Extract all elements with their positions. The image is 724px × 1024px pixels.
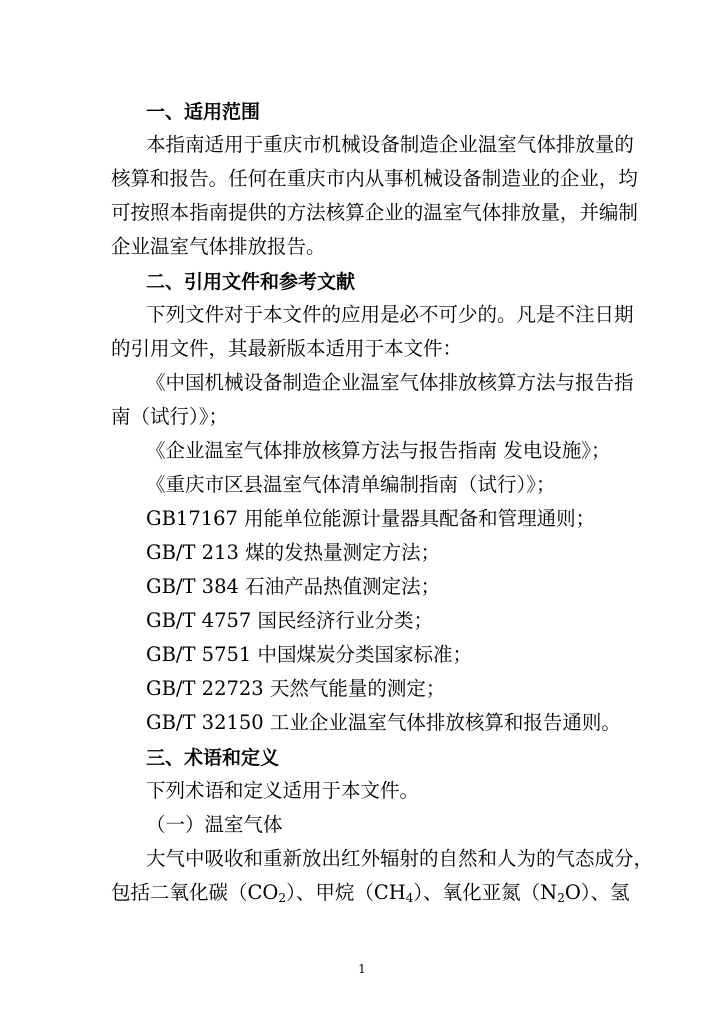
glyph: 排 [501,201,521,224]
glyph: 量 [540,201,560,224]
glyph: 用 [224,133,244,156]
glyph: 重 [286,167,307,190]
glyph: 算 [130,167,151,190]
subsection-heading: （一）温室气体 [146,813,283,836]
glyph: 按 [130,201,151,224]
reference-item: 《中国机械设备制造企业温室气体排放核算方法与报告指 [146,371,634,394]
glyph: 本 [146,133,166,156]
glyph: 造 [419,133,439,156]
glyph: 算 [345,201,365,224]
reference-item: GB/T 22723 天然气能量的测定； [146,677,446,700]
glyph: 放 [520,201,541,224]
glyph: 事 [384,167,404,190]
glyph: 南 [185,133,205,156]
glyph: 的 [540,167,560,190]
glyph: 市 [325,167,346,190]
subscript: 2 [278,891,287,905]
glyph: 气 [462,201,482,224]
glyph: 企 [364,201,385,224]
reference-item: 南（试行）》； [111,405,229,428]
glyph: 在 [267,167,287,190]
text-run: 包括二氧化碳（CO [111,881,279,904]
paragraph-line: 下列文件对于本文件的应用是必不可少的。凡是不注日期 [146,303,634,326]
glyph: 方 [286,201,307,224]
section-3-heading: 三、术语和定义 [146,747,280,769]
glyph: 。 [208,167,229,190]
reference-item: GB/T 213 煤的发热量测定方法； [146,541,441,564]
glyph: 造 [501,167,521,190]
paragraph-line: 下列术语和定义适用于本文件。 [146,779,420,802]
glyph: 和 [150,167,170,190]
paragraph-line-with-formulas [111,881,630,910]
glyph: 室 [442,201,463,224]
glyph: 室 [497,133,517,156]
glyph: 本 [169,201,190,224]
glyph: 庆 [282,133,303,156]
glyph: 编 [598,201,619,224]
reference-item: 《重庆市区县温室气体清单编制指南（试行）》； [146,473,556,496]
glyph: 放 [575,133,595,156]
text-run: O）、氢 [564,881,630,904]
glyph: ， [559,201,580,224]
glyph: 制 [399,133,420,156]
glyph: 指 [189,201,209,224]
glyph: 的 [267,201,287,224]
paragraph-line [111,167,638,191]
glyph: 法 [306,201,326,224]
glyph: 械 [423,167,443,190]
glyph: 可 [111,201,131,224]
glyph: 提 [228,201,248,224]
reference-item: GB/T 384 石油产品热值测定法； [146,575,441,598]
glyph: 于 [243,133,264,156]
subscript: 4 [405,891,414,905]
glyph: 任 [228,167,248,190]
glyph: 核 [111,167,131,190]
reference-item: GB/T 32150 工业企业温室气体排放核算和报告通则。 [146,711,621,734]
glyph: 量 [594,133,615,156]
glyph: 南 [208,201,229,224]
glyph: 械 [341,133,361,156]
section-2-heading: 二、引用文件和参考文献 [146,271,356,293]
glyph: 温 [477,133,498,156]
paragraph-line: 企业温室气体排放报告。 [111,235,326,258]
glyph: 报 [169,167,190,190]
glyph: 业 [384,201,404,224]
glyph: 并 [579,201,599,224]
glyph: 备 [380,133,400,156]
glyph: 指 [165,133,186,156]
reference-item: GB/T 5751 中国煤炭分类国家标准； [146,643,473,666]
text-run: ）、氧化亚氮（N [413,881,558,904]
subscript: 2 [557,891,565,905]
glyph: 业 [579,167,599,190]
glyph: 适 [204,133,225,156]
section-1-heading: 一、适用范围 [146,101,261,123]
glyph: 的 [614,133,634,156]
paragraph-line [146,133,634,157]
glyph: 从 [364,167,385,190]
glyph: 温 [423,201,443,224]
glyph: 制 [618,201,638,224]
glyph: 核 [325,201,346,224]
glyph: 庆 [306,167,326,190]
glyph: 业 [458,133,478,156]
paragraph-line: 大气中吸收和重新放出红外辐射的自然和人为的气态成分， [146,847,654,870]
glyph: 体 [536,133,556,156]
glyph: 企 [438,133,459,156]
paragraph-line: 的引用文件，其最新版本适用于本文件： [111,337,463,360]
glyph: 排 [555,133,576,156]
glyph: 机 [321,133,342,156]
paragraph-line [111,201,638,225]
glyph: 何 [247,167,268,190]
glyph: 备 [462,167,482,190]
glyph: 设 [360,133,381,156]
text-run: ）、甲烷（CH [286,881,406,904]
glyph: 气 [516,133,537,156]
page-number: 1 [358,962,366,976]
glyph: 内 [345,167,365,190]
reference-item: GB17167 用能单位能源计量器具配备和管理通则； [146,507,596,530]
glyph: 照 [150,201,170,224]
glyph: 重 [263,133,283,156]
glyph: 均 [618,167,638,190]
glyph: ， [598,167,619,190]
glyph: 机 [403,167,424,190]
glyph: 告 [189,167,209,190]
glyph: 体 [481,201,502,224]
glyph: 企 [559,167,580,190]
reference-item: GB/T 4757 国民经济行业分类； [146,609,434,632]
reference-item: 《企业温室气体排放核算方法与报告指南 发电设施》； [146,439,611,462]
glyph: 市 [302,133,322,156]
glyph: 设 [442,167,463,190]
glyph: 的 [403,201,424,224]
glyph: 供 [247,201,268,224]
glyph: 制 [481,167,502,190]
glyph: 业 [520,167,541,190]
